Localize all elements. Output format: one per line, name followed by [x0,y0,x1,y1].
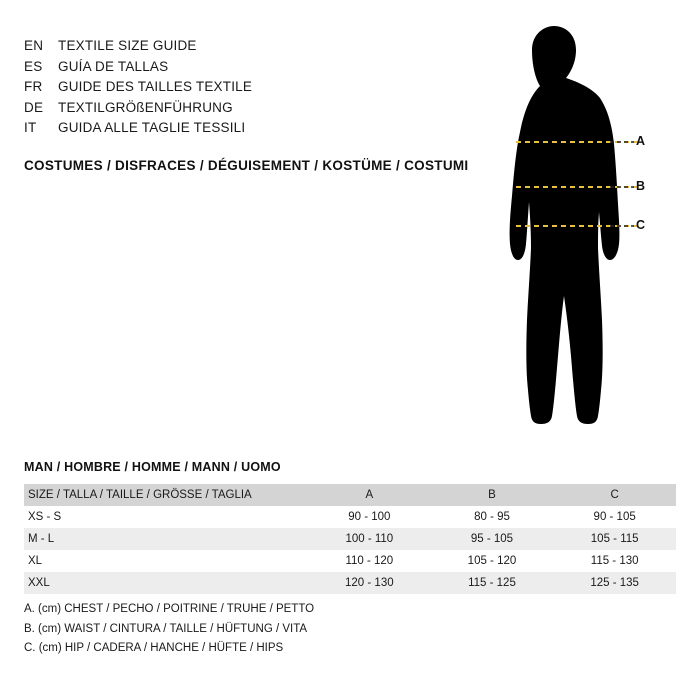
column-header-a: A [365,489,374,501]
size-table-body [24,506,676,594]
language-code-es: ES [24,58,43,74]
figure-illustration [470,20,680,440]
cell-c: 90 - 105 [593,511,636,523]
language-row-en [24,36,444,57]
measure-label-b: B [636,179,646,193]
table-header-row [24,484,676,506]
table-row [24,572,676,594]
column-header-b: B [488,489,496,501]
language-text-es: GUÍA DE TALLAS [58,58,169,74]
cell-size: XL [28,555,43,567]
cell-b: 95 - 105 [470,533,514,545]
cell-a: 120 - 130 [345,577,394,589]
language-text-it: GUIDA ALLE TAGLIE TESSILI [58,120,246,135]
cell-size: XS - S [28,511,62,523]
column-header-size: SIZE / TALLA / TAILLE / GRÖSSE / TAGLIA [28,489,252,501]
measure-label-a: A [636,134,646,148]
cell-size: M - L [28,533,55,545]
language-code-it: IT [24,120,37,135]
language-list [24,36,444,139]
cell-c: 115 - 130 [590,555,639,567]
language-row-es [24,57,444,78]
table-row [24,506,676,528]
legend-line-c: C. (cm) HIP / CADERA / HANCHE / HÜFTE / HIPS [24,642,284,654]
cell-b: 80 - 95 [474,511,510,523]
cell-c: 125 - 135 [590,577,639,589]
language-text-de: TEXTILGRÖßENFÜHRUNG [58,99,233,115]
language-code-en: EN [24,38,44,53]
language-text-fr: GUIDE DES TAILLES TEXTILE [58,79,253,94]
legend-line-b: B. (cm) WAIST / CINTURA / TAILLE / HÜFTUNG / VITA [24,622,308,635]
language-text-en: TEXTILE SIZE GUIDE [58,38,197,53]
measure-label-group [470,20,680,440]
cell-a: 90 - 100 [348,511,391,523]
table-title: MAN / HOMBRE / HOMME / MANN / UOMO [24,460,281,474]
table-row [24,528,676,550]
cell-b: 105 - 120 [467,555,517,567]
language-code-fr: FR [24,79,43,94]
costumes-subtitle: COSTUMES / DISFRACES / DÉGUISEMENT / KOSTÜME / COSTUMI [24,158,469,173]
cell-a: 110 - 120 [345,555,394,567]
measure-label-c: C [636,218,646,232]
table-row [24,550,676,572]
language-row-it [24,118,444,139]
language-row-de [24,98,444,119]
language-row-fr [24,77,444,98]
legend-line-a: A. (cm) CHEST / PECHO / POITRINE / TRUHE / PETTO [24,603,315,615]
measurement-legend [24,600,314,659]
language-code-de: DE [24,99,44,115]
cell-a: 100 - 110 [345,533,394,545]
cell-size: XXL [28,577,50,589]
size-table-header [24,484,676,506]
cell-c: 105 - 115 [590,533,639,545]
column-header-c: C [610,489,619,501]
size-table [24,484,676,594]
cell-b: 115 - 125 [468,577,516,589]
